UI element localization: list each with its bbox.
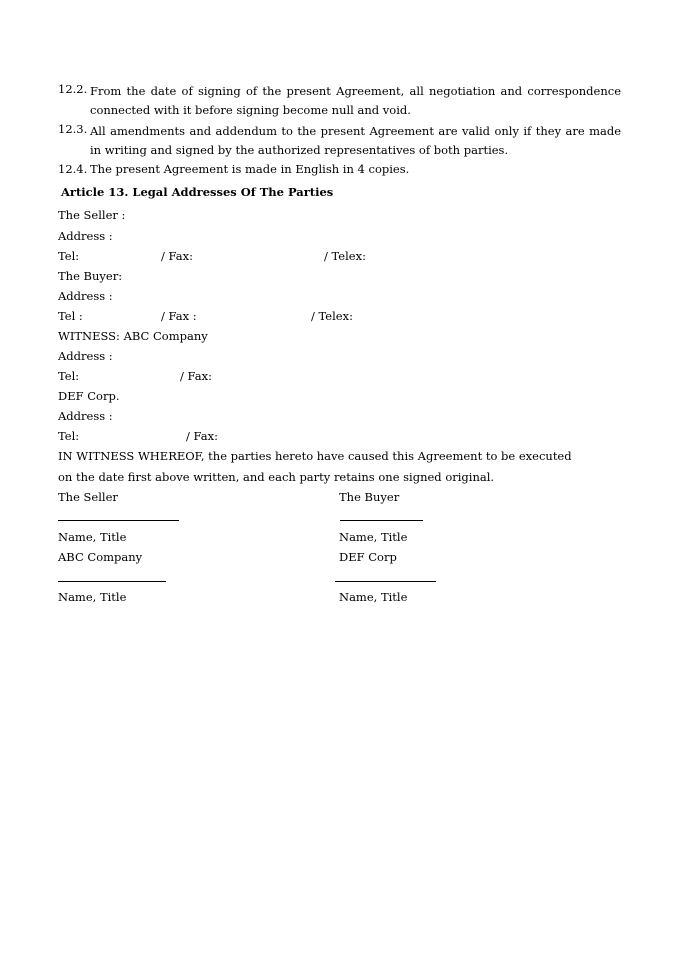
clause-12-4: [58, 162, 621, 176]
seller-label: The Seller :: [58, 208, 126, 222]
clause-12-3: [58, 122, 621, 160]
witness-tel-label: Tel:: [58, 369, 80, 383]
buyer-tel-label: Tel :: [58, 309, 83, 323]
buyer-fax-label: / Fax :: [161, 309, 197, 323]
buyer-address-label: Address :: [58, 289, 113, 303]
seller-telex-label: / Telex:: [324, 249, 366, 263]
witness-label: WITNESS: ABC Company: [58, 329, 208, 343]
abc-company-label: ABC Company: [58, 550, 143, 564]
signature-seller-heading: The Seller: [58, 490, 118, 504]
clause-12-2: [58, 82, 621, 120]
abc-company-signature-line: [58, 581, 166, 582]
witness-whereof-line-2: on the date first above written, and each party retains one signed original.: [58, 470, 495, 484]
def-corp-tel-label: Tel:: [58, 429, 80, 443]
def-corp-fax-label: / Fax:: [186, 429, 218, 443]
clause-text: From the date of signing of the present Agreement, all negotiation and correspondence connected with it before signing become null and void.: [90, 84, 621, 117]
article-13-heading: Article 13. Legal Addresses Of The Parties: [61, 185, 334, 199]
def-corp-name-title: Name, Title: [339, 590, 408, 604]
def-corp-signature-label: DEF Corp: [339, 550, 397, 564]
seller-name-title: Name, Title: [58, 530, 127, 544]
buyer-telex-label: / Telex:: [311, 309, 353, 323]
signature-buyer-heading: The Buyer: [339, 490, 400, 504]
seller-fax-label: / Fax:: [161, 249, 193, 263]
clause-text: The present Agreement is made in English in 4 copies.: [90, 162, 410, 176]
witness-address-label: Address :: [58, 349, 113, 363]
def-corp-signature-line: [335, 581, 436, 582]
buyer-signature-line: [340, 520, 423, 521]
clause-number: 12.2.: [58, 82, 88, 96]
seller-tel-label: Tel:: [58, 249, 80, 263]
def-corp-address-label: Address :: [58, 409, 113, 423]
seller-signature-line: [58, 520, 179, 521]
witness-fax-label: / Fax:: [180, 369, 212, 383]
seller-address-label: Address :: [58, 229, 113, 243]
abc-company-name-title: Name, Title: [58, 590, 127, 604]
clause-number: 12.3.: [58, 122, 88, 136]
witness-whereof-line-1: IN WITNESS WHEREOF, the parties hereto have caused this Agreement to be executed: [58, 449, 572, 463]
buyer-name-title: Name, Title: [339, 530, 408, 544]
clause-text: All amendments and addendum to the present Agreement are valid only if they are made in writing and signed by the authorized representatives of both parties.: [90, 124, 621, 157]
buyer-label: The Buyer:: [58, 269, 123, 283]
clause-number: 12.4.: [58, 162, 88, 176]
def-corp-label: DEF Corp.: [58, 389, 120, 403]
